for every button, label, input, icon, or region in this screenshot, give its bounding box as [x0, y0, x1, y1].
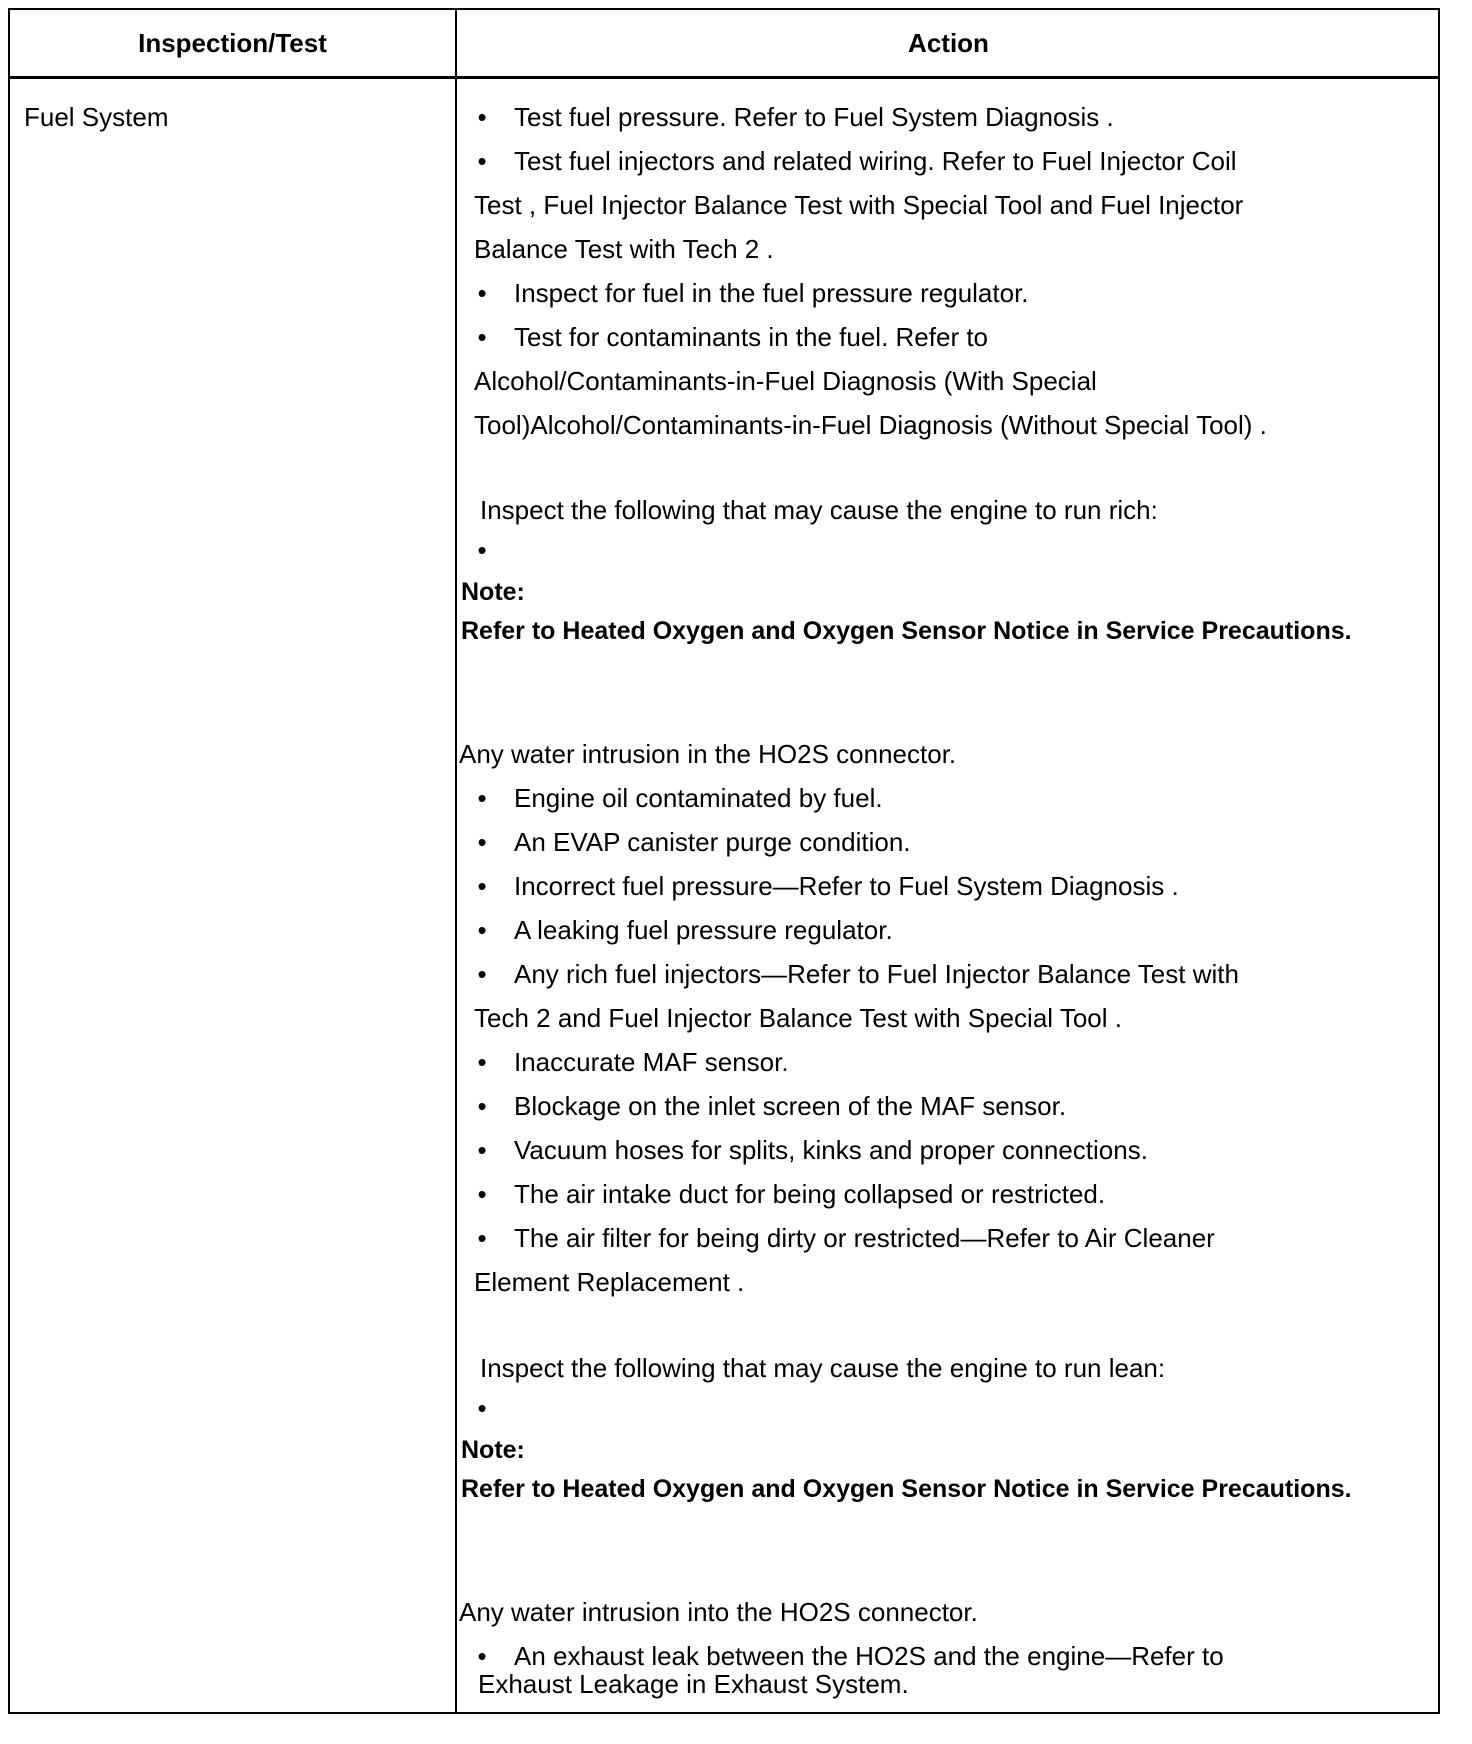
list-item: Any rich fuel injectors—Refer to Fuel Injector Balance Test with	[514, 959, 1239, 989]
list-item: Blockage on the inlet screen of the MAF sensor.	[514, 1091, 1067, 1121]
note-label: Note:	[461, 1436, 525, 1464]
step-text: Test fuel injectors and related wiring. Refer to Fuel Injector Coil	[514, 146, 1237, 176]
header-action: Action	[908, 28, 989, 58]
step-text: Test for contaminants in the fuel. Refer to	[514, 322, 989, 352]
list-item: A leaking fuel pressure regulator.	[514, 915, 893, 945]
list-item: Incorrect fuel pressure—Refer to Fuel System Diagnosis .	[514, 871, 1179, 901]
list-item-continued: Element Replacement .	[474, 1267, 745, 1297]
list-item: Engine oil contaminated by fuel.	[514, 783, 883, 813]
rich-intro: Inspect the following that may cause the engine to run rich:	[480, 495, 1158, 525]
bullet: •	[477, 1393, 487, 1423]
step-text-continued: Alcohol/Contaminants-in-Fuel Diagnosis (With Special	[474, 366, 1097, 396]
step-text: Inspect for fuel in the fuel pressure regulator.	[514, 278, 1029, 308]
bullet: •	[477, 1223, 487, 1253]
bullet: •	[477, 102, 487, 132]
step-text-continued: Tool)Alcohol/Contaminants-in-Fuel Diagnosis (Without Special Tool) .	[474, 410, 1267, 440]
list-item: The air filter for being dirty or restricted—Refer to Air Cleaner	[514, 1223, 1215, 1253]
bullet: •	[477, 871, 487, 901]
note-text: Refer to Heated Oxygen and Oxygen Sensor Notice in Service Precautions.	[461, 1475, 1352, 1503]
list-item: The air intake duct for being collapsed or restricted.	[514, 1179, 1106, 1209]
bullet: •	[477, 278, 487, 308]
bullet: •	[477, 783, 487, 813]
note-text: Refer to Heated Oxygen and Oxygen Sensor Notice in Service Precautions.	[461, 617, 1352, 645]
bullet: •	[477, 915, 487, 945]
bullet: •	[477, 1641, 487, 1671]
bullet: •	[477, 322, 487, 352]
rich-first-item: Any water intrusion in the HO2S connector.	[459, 739, 957, 769]
inspection-cell: Fuel System	[24, 102, 169, 132]
note-label: Note:	[461, 578, 525, 606]
list-item: Inaccurate MAF sensor.	[514, 1047, 789, 1077]
list-item: Vacuum hoses for splits, kinks and proper connections.	[514, 1135, 1148, 1165]
bullet: •	[477, 535, 487, 565]
lean-intro: Inspect the following that may cause the engine to run lean:	[480, 1353, 1166, 1383]
list-item: An EVAP canister purge condition.	[514, 827, 911, 857]
header-inspection-test: Inspection/Test	[138, 28, 327, 58]
list-item-continued: Exhaust Leakage in Exhaust System.	[478, 1669, 909, 1699]
bullet: •	[477, 146, 487, 176]
bullet: •	[477, 1091, 487, 1121]
step-text-continued: Test , Fuel Injector Balance Test with Special Tool and Fuel Injector	[474, 190, 1244, 220]
bullet: •	[477, 827, 487, 857]
step-text-continued: Balance Test with Tech 2 .	[474, 234, 774, 264]
lean-first-item: Any water intrusion into the HO2S connector.	[459, 1597, 978, 1627]
step-text: Test fuel pressure. Refer to Fuel System Diagnosis .	[514, 102, 1114, 132]
bullet: •	[477, 1135, 487, 1165]
list-item-continued: Tech 2 and Fuel Injector Balance Test with Special Tool .	[474, 1003, 1122, 1033]
column-divider	[455, 8, 457, 1714]
bullet: •	[477, 1179, 487, 1209]
bullet: •	[477, 959, 487, 989]
header-rule	[8, 76, 1440, 79]
bullet: •	[477, 1047, 487, 1077]
list-item: An exhaust leak between the HO2S and the engine—Refer to	[514, 1641, 1224, 1671]
